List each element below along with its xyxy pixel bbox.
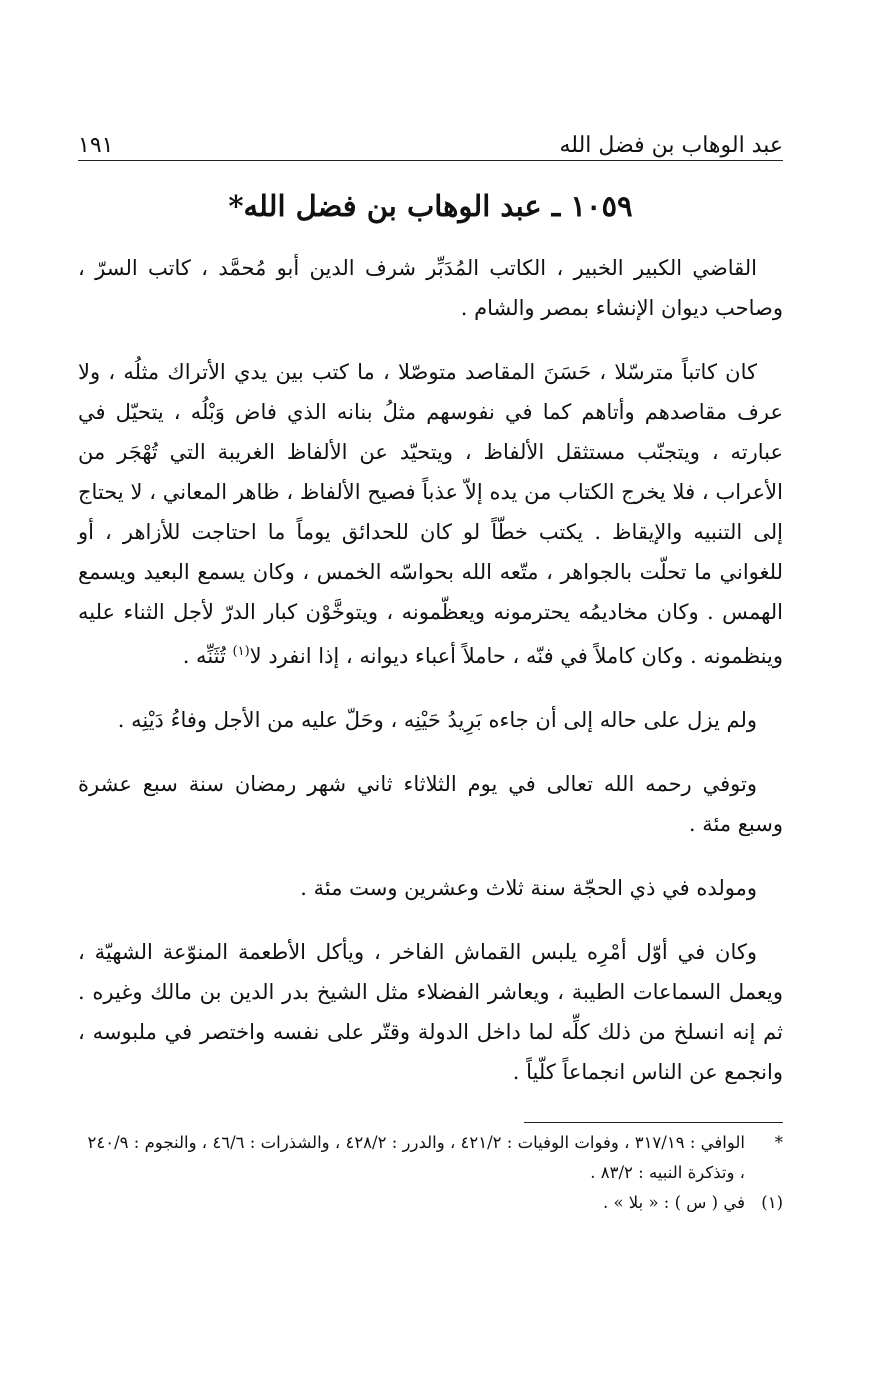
paragraph-description [78,352,783,676]
paragraph-intro: القاضي الكبير الخبير ، الكاتب المُدَبِّر شرف الدين أبو مُحمَّد ، كاتب السرّ ، وصاحب ديوان الإنشاء بمصر والشام . [78,256,783,320]
entry-title: ١٠٥٩ ـ عبد الوهاب بن فضل الله* [228,189,633,223]
footnote-sources [78,1128,783,1188]
footnote-text: الوافي : ٣١٧/١٩ ، وفوات الوفيات : ٤٢١/٢ ، والدرر : ٤٢٨/٢ ، والشذرات : ٤٦/٦ ، والنجوم : ٢٤٠/٩ ، وتذكرة النبيه : ٨٣/٢ . [87,1133,745,1182]
footnote-text: في ( س ) : « بلا » . [602,1193,745,1212]
footnotes [78,1128,783,1218]
running-head [78,118,783,158]
footnote-rule [524,1122,783,1123]
paragraph-description-ending: تُثَنِّه . [182,644,226,668]
page-number: ١٩١ [78,133,114,158]
header-rule [78,160,783,161]
paragraph-death-metaphor: ولم يزل على حاله إلى أن جاءه بَرِيدُ حَيْنِه ، وحَلّ عليه من الأجل وفاءُ دَيْنِه . [117,708,757,732]
paragraph-early-life: وكان في أوّل أمْرِه يلبس القماش الفاخر ، ويأكل الأطعمة المنوّعة الشهيّة ، ويعمل السماعات الطيبة ، ويعاشر الفضلاء مثل الشيخ بدر الدين بن مالك وغيره . ثم إنه انسلخ من ذلك كلِّه لما داخل الدولة وقتّر على نفسه واختصر في ملبوسه ، وانجمع عن الناس انجماعاً كلّياً . [78,940,783,1084]
body-text [78,248,783,1116]
footnote-mark: * [774,1133,783,1152]
paragraph-description-text: كان كاتباً مترسّلا ، حَسَنَ المقاصد متوصّلا ، ما كتب بين يدي الأتراك مثلُه ، ولا عرف مقاصدهم وأتاهم كما في نفوسهم مثلُ بنانه الذي فاض وَبْلُه ، يتحيّل في عبارته ، ويتجنّب مستثقل الألفاظ ، ويتحيّد عن الألفاظ الغريبة التي تُهْجَر من الأعراب ، فلا يخرج الكتاب من يده إلاّ عذباً فصيح الألفاظ ، ظاهر المعاني ، لا يحتاج إلى التنبيه والإيقاظ . يكتب خطّاً لو كان للحدائق يوماً ما احتاجت للأزاهر ، أو للغواني ما تحلّت بالجواهر ، متّعه الله بحواسّه الخمس ، وكان يسمع البعيد ويسمع الهمس . وكان مخاديمُه يحترمونه ويعظّمونه ، ويتوخَّوْن كبار الدرّ لأجل الثناء عليه وينظمونه . وكان كاملاً في فنّه ، حاملاً أعباء ديوانه ، إذا انفرد لا [78,360,783,668]
footnote-variant [78,1188,783,1218]
paragraph-birth-date: ومولده في ذي الحجّة سنة ثلاث وعشرين وست مئة . [300,876,757,900]
paragraph-death-date: وتوفي رحمه الله تعالى في يوم الثلاثاء ثاني شهر رمضان سنة سبع عشرة وسبع مئة . [78,772,783,836]
footnote-mark: (١) [761,1193,783,1212]
footnote-reference: (١) [232,644,250,659]
running-head-title: عبد الوهاب بن فضل الله [559,133,783,158]
